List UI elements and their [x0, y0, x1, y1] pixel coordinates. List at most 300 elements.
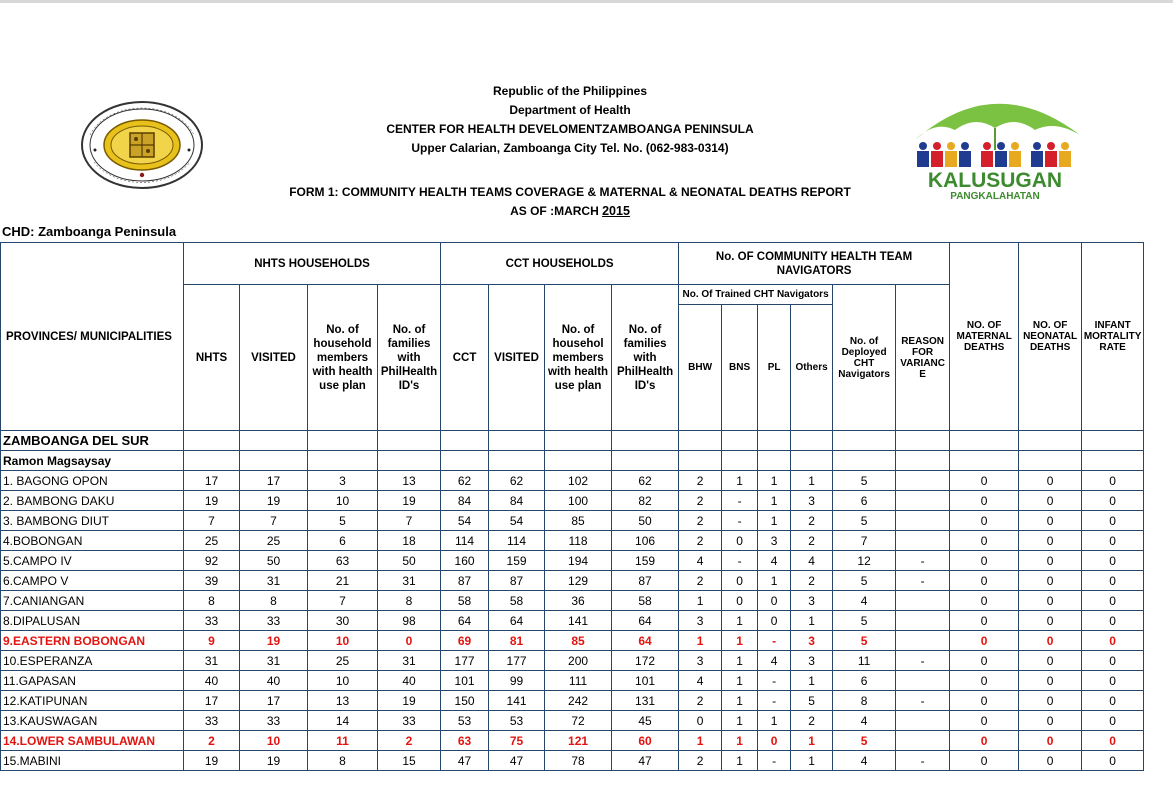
cell-pl: 3: [758, 531, 791, 551]
col-group-nhts: NHTS HOUSEHOLDS: [184, 243, 441, 285]
cell-maternal-deaths: 0: [950, 531, 1019, 551]
col-infant-mortality: INFANT MORTALITY RATE: [1082, 243, 1144, 431]
cell-visited: 50: [240, 551, 308, 571]
cell-reason-variance: [896, 471, 950, 491]
cell-pl: -: [758, 751, 791, 771]
as-of-prefix: AS OF :MARCH: [510, 204, 599, 218]
cell-cct-visited: 54: [489, 511, 545, 531]
cell-nhts: 33: [184, 611, 240, 631]
barangay-name: 4.BOBONGAN: [1, 531, 184, 551]
cell-reason-variance: [896, 671, 950, 691]
cell-cct-hh-members: 102: [545, 471, 612, 491]
cell-families-philhealth: 13: [378, 471, 441, 491]
province-row: [1, 431, 1144, 451]
cell-families-philhealth: 19: [378, 691, 441, 711]
svg-text:KALUSUGAN: KALUSUGAN: [927, 169, 1063, 192]
cell-cct: 160: [441, 551, 489, 571]
cell-others: 3: [791, 631, 833, 651]
cell-families-philhealth: 18: [378, 531, 441, 551]
cell-cct-hh-members: 72: [545, 711, 612, 731]
cell-maternal-deaths: 0: [950, 571, 1019, 591]
cell-infant-mortality: 0: [1082, 551, 1144, 571]
top-divider: [0, 0, 1173, 3]
cell-deployed: 4: [833, 591, 896, 611]
cell-cct-hh-members: 85: [545, 511, 612, 531]
cell-nhts: 25: [184, 531, 240, 551]
cell-cct-families-philhealth: 50: [612, 511, 679, 531]
cell-visited: 17: [240, 691, 308, 711]
cell-cct-visited: 47: [489, 751, 545, 771]
cell-pl: 0: [758, 591, 791, 611]
table-row: [1, 631, 1144, 651]
cell-nhts: 8: [184, 591, 240, 611]
cell-bhw: 2: [679, 511, 722, 531]
col-visited: VISITED: [240, 285, 308, 431]
cell-reason-variance: -: [896, 651, 950, 671]
cell-pl: 1: [758, 711, 791, 731]
cell-visited: 40: [240, 671, 308, 691]
cell-nhts: 9: [184, 631, 240, 651]
cell-visited: 25: [240, 531, 308, 551]
cell-bhw: 1: [679, 591, 722, 611]
cell-hh-members: 10: [308, 671, 378, 691]
cell-cct-visited: 81: [489, 631, 545, 651]
cell-nhts: 19: [184, 491, 240, 511]
cell-visited: 8: [240, 591, 308, 611]
kalusugan-pangkalahatan-logo-icon: [895, 90, 1095, 205]
cell-reason-variance: [896, 711, 950, 731]
col-group-cct: CCT HOUSEHOLDS: [441, 243, 679, 285]
cell-cct-visited: 62: [489, 471, 545, 491]
cell-others: 2: [791, 711, 833, 731]
barangay-name: 13.KAUSWAGAN: [1, 711, 184, 731]
cell-maternal-deaths: 0: [950, 551, 1019, 571]
cell-maternal-deaths: 0: [950, 671, 1019, 691]
cell-cct-visited: 75: [489, 731, 545, 751]
table-row: [1, 531, 1144, 551]
municipality-row: [1, 451, 1144, 471]
cell-hh-members: 6: [308, 531, 378, 551]
cell-deployed: 5: [833, 731, 896, 751]
cell-cct-hh-members: 111: [545, 671, 612, 691]
cell-nhts: 40: [184, 671, 240, 691]
col-hh-members: No. of household members with health use plan: [308, 285, 378, 431]
cell-maternal-deaths: 0: [950, 491, 1019, 511]
cell-deployed: 7: [833, 531, 896, 551]
cell-nhts: 31: [184, 651, 240, 671]
cell-infant-mortality: 0: [1082, 611, 1144, 631]
cell-infant-mortality: 0: [1082, 651, 1144, 671]
cell-hh-members: 13: [308, 691, 378, 711]
cell-others: 3: [791, 591, 833, 611]
cell-families-philhealth: 15: [378, 751, 441, 771]
cell-nhts: 7: [184, 511, 240, 531]
cell-pl: -: [758, 631, 791, 651]
header-line-republic: Republic of the Philippines: [492, 84, 647, 98]
cell-others: 1: [791, 611, 833, 631]
report-header: [230, 82, 910, 158]
cell-bhw: 2: [679, 691, 722, 711]
cell-hh-members: 25: [308, 651, 378, 671]
cell-maternal-deaths: 0: [950, 731, 1019, 751]
cell-others: 1: [791, 731, 833, 751]
cell-visited: 33: [240, 611, 308, 631]
cell-cct: 84: [441, 491, 489, 511]
cell-cct-families-philhealth: 58: [612, 591, 679, 611]
cell-maternal-deaths: 0: [950, 751, 1019, 771]
cell-nhts: 39: [184, 571, 240, 591]
cell-cct-hh-members: 118: [545, 531, 612, 551]
cell-families-philhealth: 0: [378, 631, 441, 651]
cell-visited: 33: [240, 711, 308, 731]
cell-bhw: 1: [679, 631, 722, 651]
cell-others: 3: [791, 651, 833, 671]
table-row: [1, 671, 1144, 691]
col-bhw: BHW: [679, 305, 722, 431]
cell-bhw: 3: [679, 611, 722, 631]
table-row: [1, 471, 1144, 491]
cell-hh-members: 8: [308, 751, 378, 771]
cell-cct-families-philhealth: 60: [612, 731, 679, 751]
cell-bns: 0: [722, 531, 758, 551]
cell-neonatal-deaths: 0: [1019, 751, 1082, 771]
cell-nhts: 2: [184, 731, 240, 751]
barangay-name: 9.EASTERN BOBONGAN: [1, 631, 184, 651]
cell-cct-families-philhealth: 159: [612, 551, 679, 571]
table-row: [1, 551, 1144, 571]
cell-bns: 0: [722, 591, 758, 611]
cell-neonatal-deaths: 0: [1019, 711, 1082, 731]
cell-bns: 0: [722, 571, 758, 591]
cell-nhts: 33: [184, 711, 240, 731]
cell-deployed: 4: [833, 751, 896, 771]
cell-families-philhealth: 31: [378, 571, 441, 591]
col-reason-variance: REASON FOR VARIANC E: [896, 285, 950, 431]
cell-cct-families-philhealth: 64: [612, 611, 679, 631]
col-nhts: NHTS: [184, 285, 240, 431]
cell-reason-variance: -: [896, 571, 950, 591]
cell-cct-hh-members: 121: [545, 731, 612, 751]
cell-others: 4: [791, 551, 833, 571]
cell-infant-mortality: 0: [1082, 471, 1144, 491]
cell-cct-families-philhealth: 101: [612, 671, 679, 691]
cell-cct-hh-members: 100: [545, 491, 612, 511]
cell-bhw: 3: [679, 651, 722, 671]
cell-cct-hh-members: 85: [545, 631, 612, 651]
cell-neonatal-deaths: 0: [1019, 691, 1082, 711]
cell-visited: 19: [240, 631, 308, 651]
cell-pl: 1: [758, 511, 791, 531]
cell-pl: 1: [758, 491, 791, 511]
cell-cct-families-philhealth: 131: [612, 691, 679, 711]
cell-maternal-deaths: 0: [950, 611, 1019, 631]
barangay-name: 1. BAGONG OPON: [1, 471, 184, 491]
cell-cct: 177: [441, 651, 489, 671]
cell-bns: 1: [722, 471, 758, 491]
cell-reason-variance: [896, 731, 950, 751]
cell-reason-variance: -: [896, 751, 950, 771]
cell-bhw: 4: [679, 551, 722, 571]
cell-bns: -: [722, 511, 758, 531]
cell-cct-hh-members: 242: [545, 691, 612, 711]
cell-infant-mortality: 0: [1082, 691, 1144, 711]
cell-cct-families-philhealth: 47: [612, 751, 679, 771]
cell-infant-mortality: 0: [1082, 671, 1144, 691]
col-group-trained: No. Of Trained CHT Navigators: [679, 285, 833, 305]
cell-maternal-deaths: 0: [950, 651, 1019, 671]
cell-others: 2: [791, 511, 833, 531]
cell-maternal-deaths: 0: [950, 511, 1019, 531]
table-row: [1, 611, 1144, 631]
cell-cct: 53: [441, 711, 489, 731]
table-row: [1, 731, 1144, 751]
barangay-name: 8.DIPALUSAN: [1, 611, 184, 631]
cell-deployed: 5: [833, 631, 896, 651]
cell-neonatal-deaths: 0: [1019, 571, 1082, 591]
cell-reason-variance: [896, 631, 950, 651]
cell-reason-variance: [896, 511, 950, 531]
header-line-center: CENTER FOR HEALTH DEVELOMENTZAMBOANGA PENINSULA: [386, 122, 754, 136]
table-row: [1, 591, 1144, 611]
cell-bhw: 2: [679, 531, 722, 551]
cell-infant-mortality: 0: [1082, 711, 1144, 731]
cell-bhw: 4: [679, 671, 722, 691]
cell-bns: 1: [722, 731, 758, 751]
cell-others: 1: [791, 471, 833, 491]
cell-neonatal-deaths: 0: [1019, 611, 1082, 631]
cell-pl: 0: [758, 731, 791, 751]
chd-label: CHD: Zamboanga Peninsula: [2, 224, 177, 239]
cell-families-philhealth: 50: [378, 551, 441, 571]
cell-cct-families-philhealth: 87: [612, 571, 679, 591]
cell-nhts: 19: [184, 751, 240, 771]
cell-cct-visited: 114: [489, 531, 545, 551]
cell-others: 3: [791, 491, 833, 511]
cell-hh-members: 11: [308, 731, 378, 751]
cell-cct-families-philhealth: 64: [612, 631, 679, 651]
cell-bns: -: [722, 551, 758, 571]
cell-cct-hh-members: 36: [545, 591, 612, 611]
cell-cct: 62: [441, 471, 489, 491]
cell-reason-variance: [896, 591, 950, 611]
cell-deployed: 8: [833, 691, 896, 711]
cell-cct-families-philhealth: 106: [612, 531, 679, 551]
col-cct-families-philhealth: No. of families with PhilHealth ID's: [612, 285, 679, 431]
cell-maternal-deaths: 0: [950, 691, 1019, 711]
cell-others: 2: [791, 531, 833, 551]
col-cct: CCT: [441, 285, 489, 431]
table-row: [1, 571, 1144, 591]
col-others: Others: [791, 305, 833, 431]
cell-families-philhealth: 7: [378, 511, 441, 531]
cell-hh-members: 5: [308, 511, 378, 531]
cell-reason-variance: [896, 491, 950, 511]
cell-visited: 10: [240, 731, 308, 751]
col-cct-hh-members: No. of househol members with health use plan: [545, 285, 612, 431]
cell-deployed: 11: [833, 651, 896, 671]
cell-infant-mortality: 0: [1082, 491, 1144, 511]
cell-cct-visited: 177: [489, 651, 545, 671]
cell-reason-variance: -: [896, 551, 950, 571]
cell-neonatal-deaths: 0: [1019, 631, 1082, 651]
cell-hh-members: 21: [308, 571, 378, 591]
cell-deployed: 6: [833, 671, 896, 691]
barangay-name: 11.GAPASAN: [1, 671, 184, 691]
report-body: [1, 431, 1144, 771]
barangay-name: 15.MABINI: [1, 751, 184, 771]
cell-infant-mortality: 0: [1082, 751, 1144, 771]
cell-bns: 1: [722, 671, 758, 691]
cell-infant-mortality: 0: [1082, 531, 1144, 551]
municipality-name: Ramon Magsaysay: [1, 451, 184, 471]
cell-bhw: 2: [679, 571, 722, 591]
cell-infant-mortality: 0: [1082, 731, 1144, 751]
col-cct-visited: VISITED: [489, 285, 545, 431]
header-line-address: Upper Calarian, Zamboanga City Tel. No. (062-983-0314): [411, 141, 729, 155]
as-of-line: [230, 202, 910, 221]
cell-visited: 17: [240, 471, 308, 491]
cell-cct: 150: [441, 691, 489, 711]
cell-cct-hh-members: 141: [545, 611, 612, 631]
cell-maternal-deaths: 0: [950, 631, 1019, 651]
col-families-philhealth: No. of families with PhilHealth ID's: [378, 285, 441, 431]
cell-families-philhealth: 40: [378, 671, 441, 691]
cell-families-philhealth: 33: [378, 711, 441, 731]
cell-cct: 58: [441, 591, 489, 611]
barangay-name: 5.CAMPO IV: [1, 551, 184, 571]
barangay-name: 14.LOWER SAMBULAWAN: [1, 731, 184, 751]
cell-cct-families-philhealth: 172: [612, 651, 679, 671]
svg-text:PANGKALAHATAN: PANGKALAHATAN: [950, 191, 1040, 202]
cell-families-philhealth: 31: [378, 651, 441, 671]
cell-cct-visited: 53: [489, 711, 545, 731]
cell-pl: 4: [758, 551, 791, 571]
col-group-cht: No. OF COMMUNITY HEALTH TEAM NAVIGATORS: [679, 243, 950, 285]
cell-neonatal-deaths: 0: [1019, 671, 1082, 691]
cell-bns: 1: [722, 651, 758, 671]
cell-pl: -: [758, 671, 791, 691]
barangay-name: 6.CAMPO V: [1, 571, 184, 591]
table-row: [1, 691, 1144, 711]
col-provinces: PROVINCES/ MUNICIPALITIES: [1, 243, 184, 431]
cell-cct-hh-members: 194: [545, 551, 612, 571]
cell-others: 1: [791, 751, 833, 771]
cell-families-philhealth: 98: [378, 611, 441, 631]
province-name: ZAMBOANGA DEL SUR: [1, 431, 184, 451]
col-deployed: No. of Deployed CHT Navigators: [833, 285, 896, 431]
cell-hh-members: 3: [308, 471, 378, 491]
cell-maternal-deaths: 0: [950, 471, 1019, 491]
cell-cct: 87: [441, 571, 489, 591]
table-row: [1, 711, 1144, 731]
cell-pl: 1: [758, 571, 791, 591]
cell-cct-visited: 99: [489, 671, 545, 691]
cell-reason-variance: -: [896, 691, 950, 711]
cell-cct-hh-members: 200: [545, 651, 612, 671]
cell-cct-hh-members: 129: [545, 571, 612, 591]
cell-cct-families-philhealth: 82: [612, 491, 679, 511]
cell-families-philhealth: 2: [378, 731, 441, 751]
cell-reason-variance: [896, 531, 950, 551]
cell-cct-visited: 58: [489, 591, 545, 611]
cell-bhw: 2: [679, 471, 722, 491]
col-neonatal-deaths: NO. OF NEONATAL DEATHS: [1019, 243, 1082, 431]
cell-cct-visited: 84: [489, 491, 545, 511]
cell-bns: 1: [722, 751, 758, 771]
barangay-name: 10.ESPERANZA: [1, 651, 184, 671]
cell-infant-mortality: 0: [1082, 631, 1144, 651]
doh-chd-seal-icon: [80, 100, 205, 190]
cell-others: 2: [791, 571, 833, 591]
cell-cct-hh-members: 78: [545, 751, 612, 771]
cell-cct-visited: 87: [489, 571, 545, 591]
cell-deployed: 5: [833, 571, 896, 591]
cell-bns: -: [722, 491, 758, 511]
form-title-block: [230, 183, 910, 221]
cell-visited: 7: [240, 511, 308, 531]
cell-cct: 47: [441, 751, 489, 771]
table-row: [1, 491, 1144, 511]
report-table: [0, 242, 1144, 771]
cell-families-philhealth: 8: [378, 591, 441, 611]
cell-cct-families-philhealth: 45: [612, 711, 679, 731]
cell-visited: 31: [240, 651, 308, 671]
barangay-name: 2. BAMBONG DAKU: [1, 491, 184, 511]
cell-bhw: 2: [679, 751, 722, 771]
cell-nhts: 17: [184, 691, 240, 711]
cell-neonatal-deaths: 0: [1019, 471, 1082, 491]
cell-cct-families-philhealth: 62: [612, 471, 679, 491]
cell-bhw: 0: [679, 711, 722, 731]
cell-pl: 1: [758, 471, 791, 491]
cell-bns: 1: [722, 611, 758, 631]
cell-pl: 0: [758, 611, 791, 631]
cell-hh-members: 63: [308, 551, 378, 571]
cell-cct-visited: 141: [489, 691, 545, 711]
cell-visited: 31: [240, 571, 308, 591]
cell-hh-members: 10: [308, 631, 378, 651]
cell-cct: 101: [441, 671, 489, 691]
cell-bhw: 1: [679, 731, 722, 751]
barangay-name: 12.KATIPUNAN: [1, 691, 184, 711]
cell-pl: -: [758, 691, 791, 711]
cell-neonatal-deaths: 0: [1019, 591, 1082, 611]
cell-cct: 63: [441, 731, 489, 751]
as-of-year: 2015: [602, 204, 630, 218]
cell-visited: 19: [240, 751, 308, 771]
cell-neonatal-deaths: 0: [1019, 551, 1082, 571]
cell-neonatal-deaths: 0: [1019, 531, 1082, 551]
barangay-name: 7.CANIANGAN: [1, 591, 184, 611]
cell-hh-members: 14: [308, 711, 378, 731]
cell-cct: 54: [441, 511, 489, 531]
header-line-department: Department of Health: [509, 103, 631, 117]
cell-pl: 4: [758, 651, 791, 671]
cell-neonatal-deaths: 0: [1019, 511, 1082, 531]
cell-cct: 69: [441, 631, 489, 651]
cell-others: 1: [791, 671, 833, 691]
table-row: [1, 751, 1144, 771]
cell-bhw: 2: [679, 491, 722, 511]
barangay-name: 3. BAMBONG DIUT: [1, 511, 184, 531]
cell-deployed: 5: [833, 471, 896, 491]
cell-infant-mortality: 0: [1082, 511, 1144, 531]
table-row: [1, 511, 1144, 531]
cell-cct-visited: 64: [489, 611, 545, 631]
cell-deployed: 12: [833, 551, 896, 571]
col-pl: PL: [758, 305, 791, 431]
cell-cct-visited: 159: [489, 551, 545, 571]
